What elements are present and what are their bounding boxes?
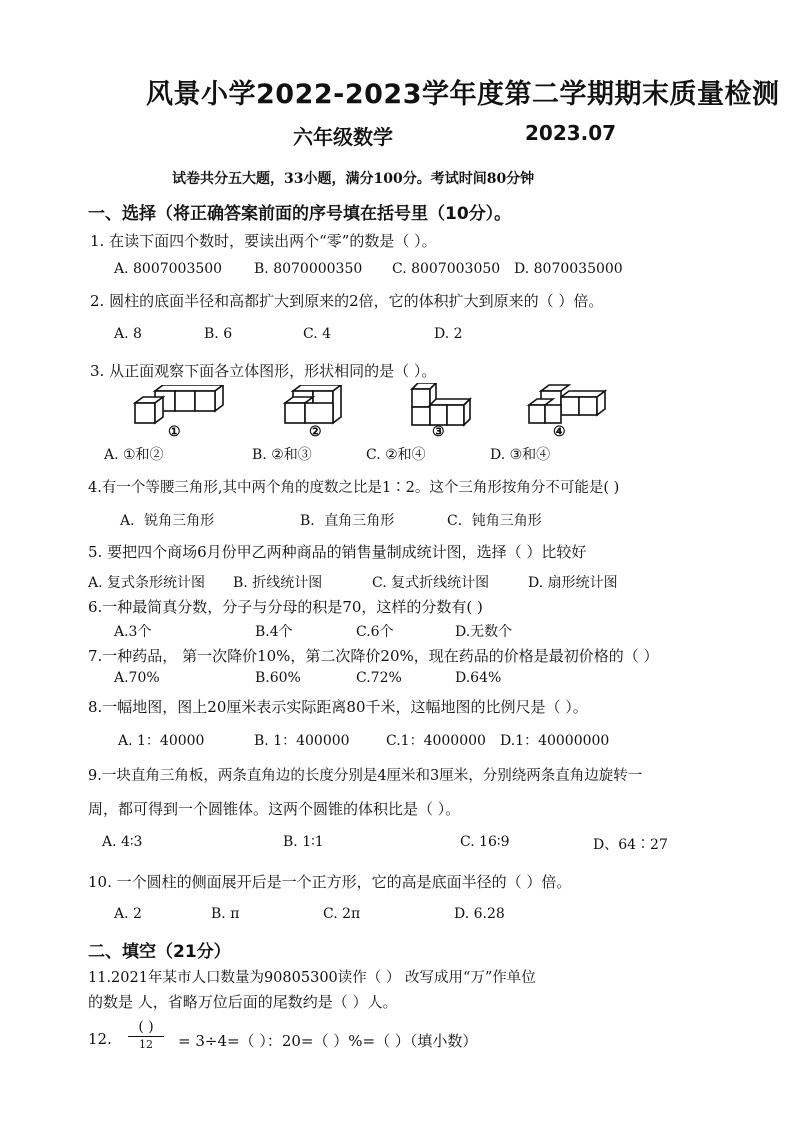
- q8-option-a: A. 1：40000: [118, 733, 205, 749]
- q2-option-b: B. 6: [204, 326, 233, 342]
- q3-option-a: A. ①和②: [104, 447, 164, 463]
- q4-option-c: C．钝角三角形: [447, 513, 542, 529]
- cube-figure-3: [410, 383, 472, 427]
- q9-option-c: C. 16∶9: [460, 834, 510, 850]
- q1-option-d: D. 8070035000: [514, 261, 623, 277]
- section1-heading: 一、选择（将正确答案前面的序号填在括号里（10分）。: [88, 204, 512, 224]
- fig1-label: ①: [168, 424, 181, 440]
- q2-option-c: C. 4: [303, 326, 332, 342]
- q12-text: = 3÷4=（ ）：20=（ ）%=（ ）（填小数）: [178, 1032, 478, 1050]
- cube-figure-2: [283, 385, 353, 425]
- q2-text: 2. 圆柱的底面半径和高都扩大到原来的2倍，它的体积扩大到原来的（ ）倍。: [90, 292, 604, 310]
- subject-label: 六年级数学: [293, 125, 393, 149]
- q12-fraction: [128, 1018, 164, 1053]
- q12-label: 12.: [88, 1030, 112, 1048]
- q3-option-b: B. ②和③: [252, 447, 312, 463]
- q5-option-b: B. 折线统计图: [233, 575, 323, 591]
- q7-option-d: D.64%: [455, 670, 502, 686]
- q5-option-d: D. 扇形统计图: [528, 575, 618, 591]
- q6-option-d: D.无数个: [455, 624, 513, 640]
- q4-text: 4.有一个等腰三角形,其中两个角的度数之比是1∶2。这个三角形按角分不可能是( ): [88, 480, 620, 496]
- q6-option-b: B.4个: [255, 624, 293, 640]
- q9-option-a: A. 4∶3: [102, 834, 143, 850]
- q12-fraction-numerator: ( ): [128, 1018, 164, 1037]
- fig4-label: ④: [553, 424, 566, 440]
- q9-text-line1: 9.一块直角三角板，两条直角边的长度分别是4厘米和3厘米，分别绕两条直角边旋转一: [88, 768, 643, 784]
- exam-date: 2023.07: [525, 121, 617, 145]
- q8-option-d: D.1：40000000: [500, 733, 610, 749]
- q4-option-b: B．直角三角形: [300, 513, 395, 529]
- q10-option-b: B. π: [211, 906, 240, 922]
- q5-text: 5. 要把四个商场6月份甲乙两种商品的销售量制成统计图，选择（ ）比较好: [88, 543, 587, 561]
- q10-option-d: D. 6.28: [454, 906, 505, 922]
- q6-option-c: C.6个: [356, 624, 394, 640]
- section2-heading: 二、填空（21分）: [88, 942, 231, 962]
- q3-text: 3. 从正面观察下面各立体图形，形状相同的是（ ）。: [90, 362, 437, 380]
- q10-text: 10. 一个圆柱的侧面展开后是一个正方形，它的高是底面半径的（ ）倍。: [88, 873, 572, 891]
- q2-option-a: A. 8: [114, 326, 142, 342]
- q10-option-c: C. 2π: [323, 906, 361, 922]
- q7-option-a: A.70%: [114, 670, 160, 686]
- fig3-label: ③: [432, 424, 445, 440]
- q6-option-a: A.3个: [114, 624, 152, 640]
- q2-option-d: D. 2: [434, 326, 463, 342]
- q3-option-c: C. ②和④: [366, 447, 426, 463]
- cube-figure-4: [527, 383, 607, 427]
- q8-text: 8.一幅地图，图上20厘米表示实际距离80千米，这幅地图的比例尺是（ ）。: [88, 698, 588, 716]
- q11-text-line2: 的数是 人，省略万位后面的尾数约是（ ）人。: [88, 993, 398, 1011]
- fig2-label: ②: [309, 424, 322, 440]
- q9-option-d: D、64∶27: [593, 837, 668, 853]
- q8-option-b: B. 1：400000: [254, 733, 350, 749]
- q1-option-a: A. 8007003500: [114, 261, 223, 277]
- q6-text: 6.一种最简真分数，分子与分母的积是70，这样的分数有( ): [88, 598, 483, 616]
- q12-fraction-denominator: 12: [139, 1038, 153, 1051]
- q4-option-a: A．锐角三角形: [120, 513, 215, 529]
- exam-info: 试卷共分五大题，33小题，满分100分。考试时间80分钟: [172, 171, 535, 187]
- q5-option-a: A. 复式条形统计图: [88, 575, 206, 591]
- cube-figure-1: [133, 385, 228, 425]
- q1-option-c: C. 8007003050: [392, 261, 501, 277]
- q7-text: 7.一种药品， 第一次降价10%，第二次降价20%，现在药品的价格是最初价格的（ ）: [88, 647, 659, 665]
- q7-option-b: B.60%: [255, 670, 301, 686]
- q3-option-d: D. ③和④: [490, 447, 551, 463]
- q11-text-line1: 11.2021年某市人口数量为90805300读作（ ） 改写成用“万”作单位: [88, 970, 536, 986]
- q7-option-c: C.72%: [356, 670, 402, 686]
- exam-title: 风景小学2022-2023学年度第二学期期末质量检测: [146, 79, 780, 110]
- q8-option-c: C.1：4000000: [386, 733, 486, 749]
- q5-option-c: C. 复式折线统计图: [372, 575, 490, 591]
- q1-option-b: B. 8070000350: [254, 261, 363, 277]
- q1-text: 1. 在读下面四个数时，要读出两个“零”的数是（ ）。: [90, 232, 437, 250]
- q10-option-a: A. 2: [114, 906, 142, 922]
- q9-option-b: B. 1∶1: [283, 834, 324, 850]
- q9-text-line2: 周，都可得到一个圆锥体。这两个圆锥的体积比是（ ）。: [88, 800, 461, 818]
